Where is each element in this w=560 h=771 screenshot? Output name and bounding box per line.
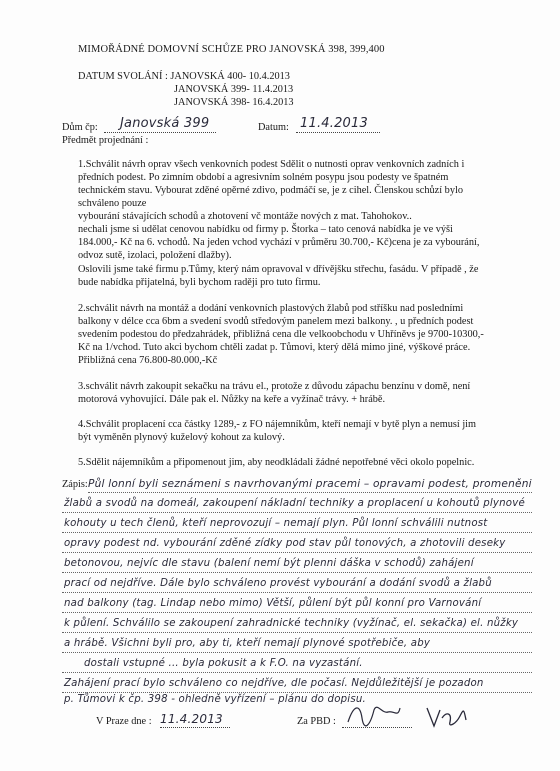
zapis-handwritten-line: žlabů a svodů na domeál, zakoupení nákladní techniky a proplacení u kohoutů plynové (64, 498, 525, 509)
praze-value: 11.4.2013 (160, 712, 223, 726)
zapis-label: Zápis: (62, 479, 88, 490)
datum-value: 11.4.2013 (300, 116, 368, 131)
zapis-dotted-line (62, 632, 532, 633)
datum-svolani-line-3: JANOVSKÁ 398- 16.4.2013 (174, 97, 294, 108)
item3-line: motorová vyhovující. Dále pak el. Nůžky na keře a vyžínač trávy. + hrábě. (78, 394, 386, 405)
datum-svolani-line-2: JANOVSKÁ 399- 11.4.2013 (174, 84, 294, 95)
zapis-handwritten-line: opravy podest nd. vybourání zděné zídky pod stav půl tonových, a zhotovili deseky (64, 538, 506, 549)
signature-pbd (344, 700, 404, 730)
item2-line: 2.schválit návrh na montáž a dodání venkovních plastových žlabů pod stříšku nad posledními (78, 303, 464, 314)
item2-line: Přibližná cena 76.800-80.000,-Kč (78, 355, 218, 366)
item5-line: 5.Sdělit nájemníkům a připomenout jim, aby neodkládali žádné nepotřebné věci okolo popelnic. (78, 457, 475, 468)
praze-dotted-line (160, 727, 230, 728)
item1-line: Oslovili jsme také firmu p.Tůmy, který nám opravoval v dřívějšku střechu, fasádu. V případě , že (78, 264, 479, 275)
pbd-label: Za PBD : (297, 716, 336, 727)
item1-line: schváleno pouze (78, 198, 147, 209)
zapis-dotted-line (62, 512, 532, 513)
item2-line: Kč na 1/vchod. Tuto akci bychom chtěli zadat p. Tůmovi, který dělá mimo jiné, výškové práce. (78, 342, 471, 353)
item1-line: předních podest. Po zimním období a agresivním solném posypu jsou podesty ve špatném (78, 172, 449, 183)
zapis-dotted-line (62, 692, 532, 693)
dum-dotted-line (104, 132, 216, 133)
item4-line: být vyměněn plynový kuželový kohout za kulový. (78, 432, 285, 443)
zapis-handwritten-line: kohouty u tech členů, kteří neprovozují – nemají plyn. Půl lonní schválili nutnost (64, 518, 488, 529)
zapis-dotted-line (62, 552, 532, 553)
predmet-label: Předmět projednání : (62, 135, 149, 146)
zapis-handwritten-line: nad balkony (tag. Lindap nebo mimo) Větší, půlení být půl konní pro Varnování (64, 598, 482, 609)
zapis-handwritten-line: dostali vstupné ... byla pokusit a k F.O. na vyzastání. (84, 658, 363, 669)
zapis-handwritten-line: Zahájení prací bylo schváleno co nejdříve, dle počasí. Nejdůležitější je pozadon (64, 678, 484, 689)
item1-line: bude nabídka přijatelná, byli bychom raději pro tuto firmu. (78, 277, 321, 288)
item4-line: 4.Schválit proplacení cca částky 1289,- z FO nájemníkům, kteří nemají v bytě plyn a nemusí jim (78, 419, 477, 430)
zapis-dotted-line (62, 672, 532, 673)
zapis-handwritten-line: prací od nejdříve. Dále bylo schváleno provést vybourání a dodání svodů a žlabů (64, 578, 492, 589)
praze-label: V Praze dne : (96, 716, 152, 727)
zapis-dotted-line (88, 492, 532, 493)
dum-label: Dům čp: (62, 122, 98, 133)
item1-line: nechali jsme si udělat cenovou nabídku od firmy p. Štorka – tato cenová nabídka je ve výši (78, 224, 453, 235)
dum-value: Janovská 399 (120, 116, 210, 131)
datum-label: Datum: (258, 122, 289, 133)
item3-line: 3.schválit návrh zakoupit sekačku na trávu el., protože z důvodu zápachu benzínu v domě, není (78, 381, 471, 392)
item1-line: odvoz sutě, izolaci, položení dlažby). (78, 250, 232, 261)
zapis-dotted-line (62, 572, 532, 573)
zapis-handwritten-line: betonovou, nejvíc dle stavu (balení nemí být plenni dáška v schodů) zahájení (64, 558, 474, 569)
document-title: MIMOŘÁDNÉ DOMOVNÍ SCHŮZE PRO JANOVSKÁ 398, 399,400 (78, 44, 385, 55)
item2-line: balkony v délce cca 6bm a svedení svodů středovým panelem mezi balkony. , u předních podest (78, 316, 474, 327)
zapis-dotted-line (62, 592, 532, 593)
zapis-dotted-line (62, 652, 532, 653)
zapis-dotted-line (62, 612, 532, 613)
zapis-dotted-line (62, 532, 532, 533)
zapis-handwritten-line: k půlení. Schválilo se zakoupení zahradnické techniky (vyžínač, el. sekačka) el. nůžky (64, 618, 519, 629)
item1-line: 1.Schválit návrh oprav všech venkovních podest Sdělit o nutnosti oprav venkovních zadních i (78, 159, 465, 170)
signature-right (424, 704, 468, 730)
item1-line: 184.000,- Kč na 6. vchodů. Na jeden vchod vychází v průměru 30.700,- Kč)cena je za vybourání, (78, 237, 480, 248)
datum-dotted-line (296, 132, 380, 133)
zapis-handwritten-line: Půl lonní byli seznámeni s navrhovanými pracemi – opravami podest, promeněni (88, 478, 532, 490)
zapis-handwritten-line: a hrábě. Všichni byli pro, aby ti, kteří nemají plynové spotřebiče, aby (64, 638, 431, 649)
item2-line: svedením podestou do předzahrádek, přibližná cena dle velkoobchodu v Uhříněvs je 9700-10300,- (78, 329, 484, 340)
item1-line: technickém stavu. Vybourat zděné opěrné zdivo, podmáčí se, je z cihel. Členskou schůzí bylo (78, 185, 463, 196)
zapis-handwritten-line: p. Tůmovi k čp. 398 - ohledně vyřízení – plánu do dopisu. (64, 694, 366, 705)
datum-svolani-line-1: DATUM SVOLÁNÍ : JANOVSKÁ 400- 10.4.2013 (78, 71, 290, 82)
item1-line: vybourání stávajících schodů a zhotovení vč montáže nových z mat. Tahohokov.. (78, 211, 412, 222)
